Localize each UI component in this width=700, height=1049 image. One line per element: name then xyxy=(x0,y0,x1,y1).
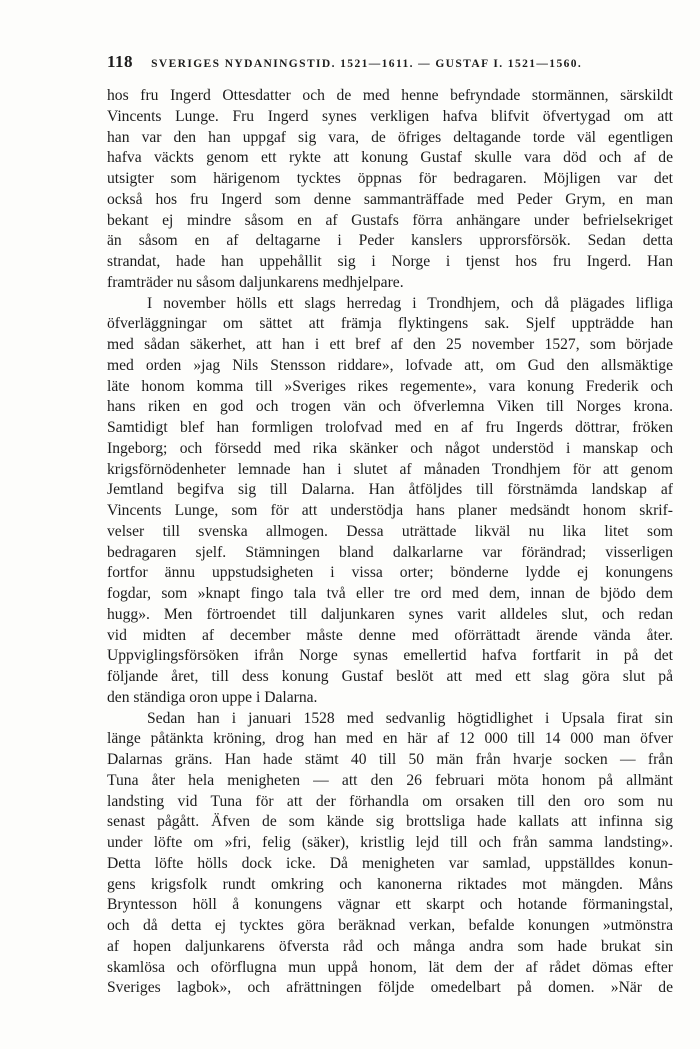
text-line: han var den han uppgaf sig vara, de öfriges deltagande torde väl egentligen xyxy=(107,128,673,146)
text-line: den ständiga oron uppe i Dalarna. xyxy=(107,688,318,706)
text-line: Tuna åter hela menigheten — att den 26 februari möta honom på allmänt xyxy=(107,771,673,789)
text-line: hans riken en god och trogen vän och öfverlemna Viken till Norges krona. xyxy=(107,398,673,416)
text-line: Jemtland begifva sig till Dalarna. Han åtföljdes till förstnämda landskap af xyxy=(107,481,673,499)
text-line: med orden »jag Nils Stensson riddare», lofvade att, om Gud den allsmäktige xyxy=(107,356,673,374)
text-line: skamlösa och oförflugna mun uppå honom, lät dem der af rådet dömas efter xyxy=(107,958,673,976)
text-line: strandat, hade han uppehållit sig i Norge i tjenst hos fru Ingerd. Han xyxy=(107,253,673,270)
text-line: fogdar, som »knapt fingo tala två eller tre ord med dem, innan de bjödo dem xyxy=(107,585,673,602)
text-line: bedragaren sjelf. Stämningen bland dalkarlarne var förändrad; visserligen xyxy=(107,543,673,561)
text-line: utsigter som härigenom tycktes öppnas för bedragaren. Möjligen var det xyxy=(107,170,673,187)
text-line: under löfte om »fri, felig (säker), kristlig lejd till och från samma landsting». xyxy=(107,834,673,851)
text-line: krigsförnödenheter lemnade han i slutet af månaden Trondhjem för att genom xyxy=(107,460,673,478)
text-line: Sveriges lagbok», och afrättningen följde omedelbart på domen. »När de xyxy=(107,979,673,997)
text-line: hafva väckts genom ett rykte att konung Gustaf skulle vara död och af de xyxy=(107,149,673,167)
text-line: länge påtänkta kröning, drog han med en här af 12 000 till 14 000 man öfver xyxy=(107,730,673,748)
text-line: än såsom en af deltagarne i Peder kanslers upprorsförsök. Sedan detta xyxy=(107,232,673,250)
text-line: Bryntesson höll å konungens vägnar ett skarpt och hotande förmaningstal, xyxy=(107,896,673,914)
text-line: gens krigsfolk rundt omkring och kanonerna riktades mot mängden. Måns xyxy=(107,875,673,893)
text-line: hos fru Ingerd Ottesdatter och de med henne befryndade stormännen, särskildt xyxy=(107,87,673,104)
text-line: Uppviglingsförsöken ifrån Norge synas emellertid hafva fortfarit in på det xyxy=(107,647,673,665)
text-line: senast pågått. Äfven de som kände sig brottsliga hade kallats att infinna sig xyxy=(107,813,673,831)
text-line: framträder nu såsom daljunkarens medhjelpare. xyxy=(107,273,404,291)
text-line: Dalarnas gräns. Han hade stämt 40 till 50 män från hvarje socken — från xyxy=(107,751,673,768)
text-line: landsting vid Tuna för att der förhandla om orsaken till den oro som nu xyxy=(107,792,673,810)
text-line: också hos fru Ingerd som denne sammanträffade med Peder Grym, en man xyxy=(107,190,673,208)
text-line: bekant ej mindre såsom en af Gustafs förra anhängare under befrielsekriget xyxy=(107,211,673,229)
text-line: Ingeborg; och försedd med rika skänker och något understöd i manskap och xyxy=(107,439,673,457)
text-line: Vincents Lunge. Fru Ingerd synes verkligen hafva blifvit öfvertygad om att xyxy=(107,107,673,125)
body-text xyxy=(107,86,673,999)
text-line: och då detta ej tycktes göra beräknad verkan, befalde konungen »utmönstra xyxy=(107,917,673,934)
text-line: Vincents Lunge, som för att understödja hans planer medsändt honom skrif- xyxy=(107,502,673,519)
text-line: med sådan säkerhet, att han i ett bref af den 25 november 1527, som började xyxy=(107,336,673,353)
text-line: vid midten af december måste denne med oförrättadt ärende vända åter. xyxy=(107,626,673,644)
text-line: följande året, till dess konung Gustaf beslöt att med ett slag göra slut på xyxy=(107,668,673,685)
text-line: I november hölls ett slags herredag i Trondhjem, och då plägades lifliga xyxy=(147,294,673,312)
text-line: Detta löfte hölls dock icke. Då menigheten var samlad, uppställdes konun- xyxy=(107,854,673,872)
text-line: Sedan han i januari 1528 med sedvanlig högtidlighet i Upsala firat sin xyxy=(147,709,673,727)
page-number: 118 xyxy=(107,52,134,71)
page-header xyxy=(107,52,687,74)
text-line: velser till svenska allmogen. Dessa uträttade likväl nu lika litet som xyxy=(107,522,673,540)
running-head: SVERIGES NYDANINGSTID. 1521—1611. — GUSTAF I. 1521—1560. xyxy=(151,58,583,70)
text-line: af hopen daljunkarens öfversta råd och många andra som hade brukat sin xyxy=(107,937,673,955)
text-line: läte honom komma till »Sveriges rikes regemente», vara konung Frederik och xyxy=(107,377,673,395)
text-line: hugg». Men förtroendet till daljunkaren synes varit alldeles slut, och redan xyxy=(107,605,673,623)
text-line: öfverläggningar om sättet att främja flyktingens sak. Sjelf uppträdde han xyxy=(107,315,673,333)
text-line: Samtidigt blef han formligen trolofvad med en af fru Ingerds döttrar, fröken xyxy=(107,419,673,436)
text-line: fortfor ännu uppstudsigheten i vissa orter; bönderne lydde ej konungens xyxy=(107,564,673,582)
